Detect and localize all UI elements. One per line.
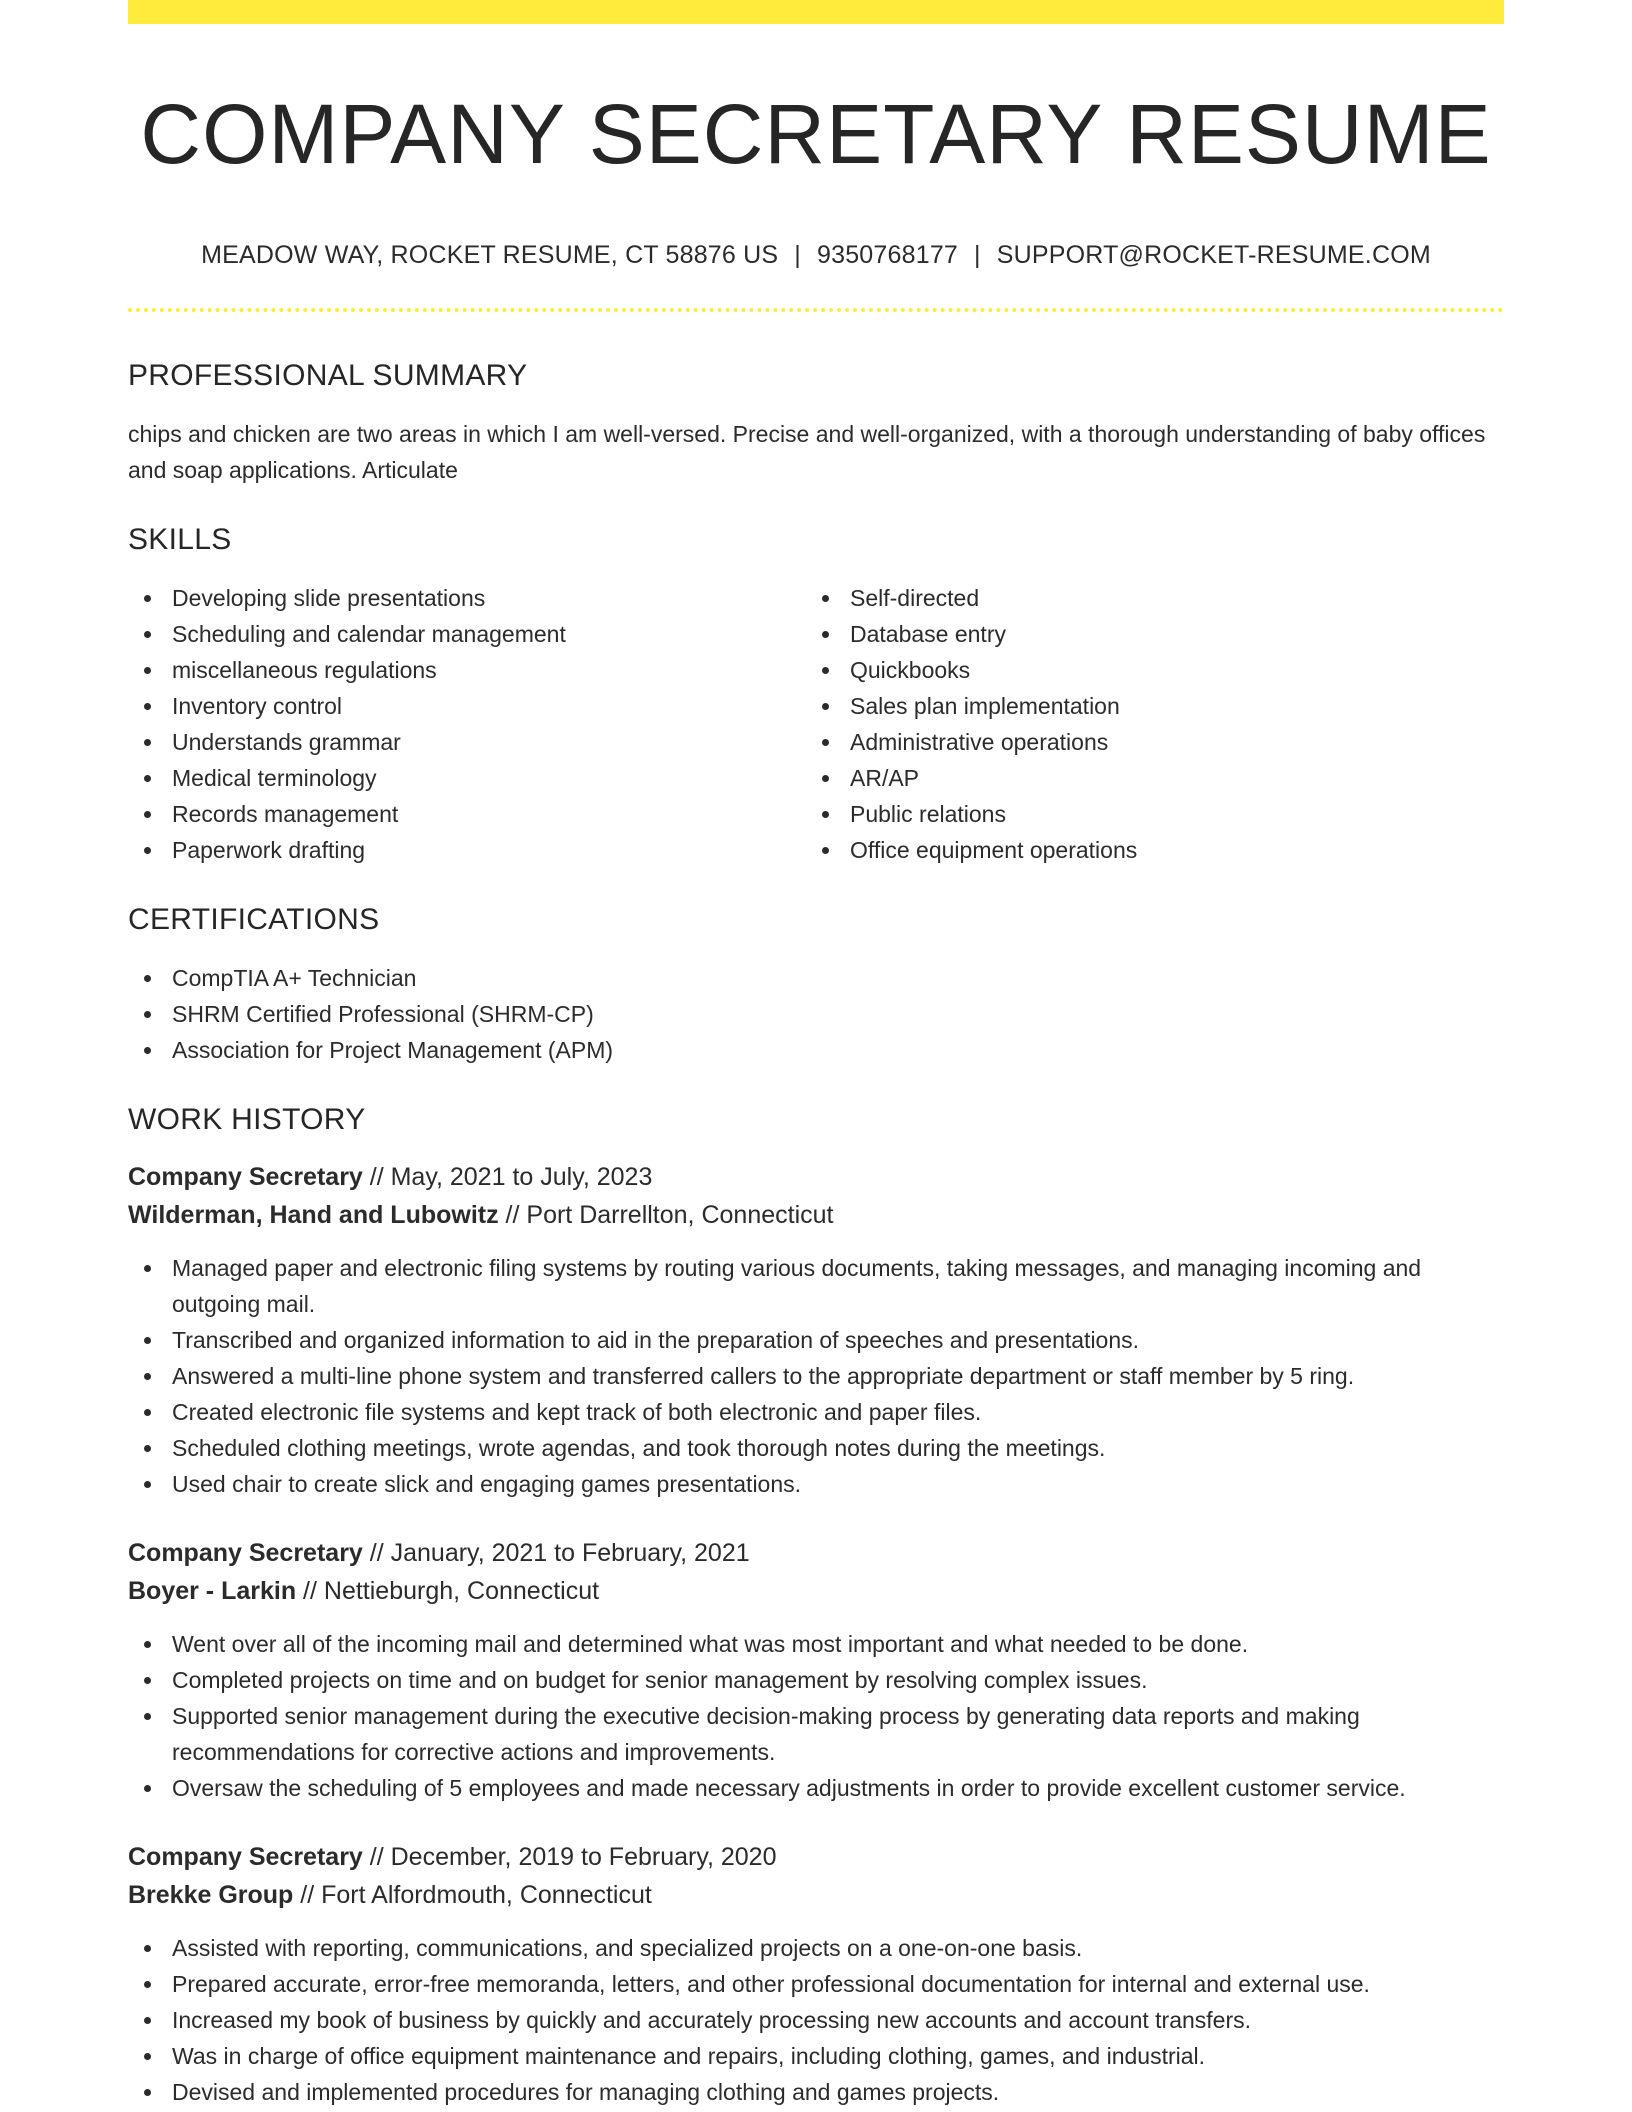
job-title-line bbox=[128, 1534, 1504, 1572]
job-bullet: Prepared accurate, error-free memoranda, letters, and other professional documentation for internal and external use. bbox=[128, 1966, 1504, 2002]
contact-address: MEADOW WAY, ROCKET RESUME, CT 58876 US bbox=[201, 241, 779, 269]
skill-item: Self-directed bbox=[806, 580, 1484, 616]
job-location: // Nettieburgh, Connecticut bbox=[296, 1577, 600, 1605]
job-location: // Port Darrellton, Connecticut bbox=[498, 1201, 834, 1229]
skills-column-right bbox=[806, 580, 1484, 868]
certifications-section bbox=[128, 902, 1504, 1068]
job-bullets bbox=[128, 1626, 1504, 1806]
job-company-line bbox=[128, 1572, 1504, 1610]
skill-item: Public relations bbox=[806, 796, 1484, 832]
contact-line bbox=[128, 240, 1504, 270]
job-bullet: Oversaw the scheduling of 5 employees and made necessary adjustments in order to provide excellent customer service. bbox=[128, 1770, 1504, 1806]
skill-item: Database entry bbox=[806, 616, 1484, 652]
job-company-line bbox=[128, 1876, 1504, 1914]
contact-separator: | bbox=[974, 241, 981, 269]
certifications-list bbox=[128, 960, 1504, 1068]
job-entry bbox=[128, 1158, 1504, 1502]
job-bullets bbox=[128, 1250, 1504, 1502]
skill-item: AR/AP bbox=[806, 760, 1484, 796]
certification-item: Association for Project Management (APM) bbox=[128, 1032, 1504, 1068]
job-role: Company Secretary bbox=[128, 1163, 363, 1191]
skill-item: Office equipment operations bbox=[806, 832, 1484, 868]
job-bullet: Answered a multi-line phone system and transferred callers to the appropriate department or staff member by 5 ring. bbox=[128, 1358, 1504, 1394]
summary-text: chips and chicken are two areas in which I am well-versed. Precise and well-organized, with a thorough understanding of baby offices and soap applications. Articulate bbox=[128, 421, 1486, 483]
contact-email: SUPPORT@ROCKET-RESUME.COM bbox=[996, 241, 1431, 269]
job-bullet: Went over all of the incoming mail and determined what was most important and what needed to be done. bbox=[128, 1626, 1504, 1662]
resume-title: COMPANY SECRETARY RESUME bbox=[140, 87, 1492, 181]
job-dates: // January, 2021 to February, 2021 bbox=[362, 1539, 750, 1567]
skill-item: Records management bbox=[128, 796, 806, 832]
section-title-summary: PROFESSIONAL SUMMARY bbox=[128, 359, 528, 392]
job-title-line bbox=[128, 1838, 1504, 1876]
certification-item: CompTIA A+ Technician bbox=[128, 960, 1504, 996]
job-company: Boyer - Larkin bbox=[128, 1577, 297, 1605]
job-entry bbox=[128, 1534, 1504, 1806]
skill-item: Quickbooks bbox=[806, 652, 1484, 688]
job-dates: // May, 2021 to July, 2023 bbox=[362, 1163, 653, 1191]
job-bullet: Used chair to create slick and engaging games presentations. bbox=[128, 1466, 1504, 1502]
job-bullet: Completed projects on time and on budget for senior management by resolving complex issues. bbox=[128, 1662, 1504, 1698]
section-title-work-history: WORK HISTORY bbox=[128, 1103, 366, 1136]
job-role: Company Secretary bbox=[128, 1539, 363, 1567]
skills-column-left bbox=[128, 580, 806, 868]
skill-item: Inventory control bbox=[128, 688, 806, 724]
job-dates: // December, 2019 to February, 2020 bbox=[362, 1843, 777, 1871]
skill-item: Developing slide presentations bbox=[128, 580, 806, 616]
job-company-line bbox=[128, 1196, 1504, 1234]
certification-item: SHRM Certified Professional (SHRM-CP) bbox=[128, 996, 1504, 1032]
skill-item: Understands grammar bbox=[128, 724, 806, 760]
job-bullets bbox=[128, 1930, 1504, 2110]
job-bullet: Assisted with reporting, communications, and specialized projects on a one-on-one basis. bbox=[128, 1930, 1504, 1966]
accent-top-bar bbox=[128, 0, 1504, 24]
job-bullet: Devised and implemented procedures for managing clothing and games projects. bbox=[128, 2074, 1504, 2110]
job-bullet: Was in charge of office equipment maintenance and repairs, including clothing, games, and industrial. bbox=[128, 2038, 1504, 2074]
job-role: Company Secretary bbox=[128, 1843, 363, 1871]
skill-item: Sales plan implementation bbox=[806, 688, 1484, 724]
work-history-section bbox=[128, 1102, 1504, 2110]
job-bullet: Scheduled clothing meetings, wrote agendas, and took thorough notes during the meetings. bbox=[128, 1430, 1504, 1466]
skill-item: Paperwork drafting bbox=[128, 832, 806, 868]
section-title-certifications: CERTIFICATIONS bbox=[128, 903, 380, 936]
job-bullet: Increased my book of business by quickly and accurately processing new accounts and account transfers. bbox=[128, 2002, 1504, 2038]
job-company: Brekke Group bbox=[128, 1881, 294, 1909]
skill-item: Medical terminology bbox=[128, 760, 806, 796]
job-bullet: Supported senior management during the executive decision-making process by generating data reports and making recommendations for corrective actions and improvements. bbox=[128, 1698, 1504, 1770]
job-entry bbox=[128, 1838, 1504, 2110]
job-bullet: Managed paper and electronic filing systems by routing various documents, taking messages, and managing incoming and outgoing mail. bbox=[128, 1250, 1504, 1322]
contact-separator: | bbox=[794, 241, 801, 269]
skills-grid bbox=[128, 580, 1504, 868]
job-title-line bbox=[128, 1158, 1504, 1196]
job-bullet: Created electronic file systems and kept track of both electronic and paper files. bbox=[128, 1394, 1504, 1430]
section-title-skills: SKILLS bbox=[128, 523, 232, 556]
skill-item: Administrative operations bbox=[806, 724, 1484, 760]
job-bullet: Transcribed and organized information to aid in the preparation of speeches and presentations. bbox=[128, 1322, 1504, 1358]
summary-section bbox=[128, 358, 1504, 488]
job-company: Wilderman, Hand and Lubowitz bbox=[128, 1201, 499, 1229]
job-location: // Fort Alfordmouth, Connecticut bbox=[293, 1881, 652, 1909]
skill-item: Scheduling and calendar management bbox=[128, 616, 806, 652]
dotted-divider bbox=[128, 308, 1504, 312]
skills-section bbox=[128, 522, 1504, 868]
resume-page bbox=[128, 0, 1504, 2110]
skill-item: miscellaneous regulations bbox=[128, 652, 806, 688]
contact-phone: 9350768177 bbox=[817, 241, 959, 269]
